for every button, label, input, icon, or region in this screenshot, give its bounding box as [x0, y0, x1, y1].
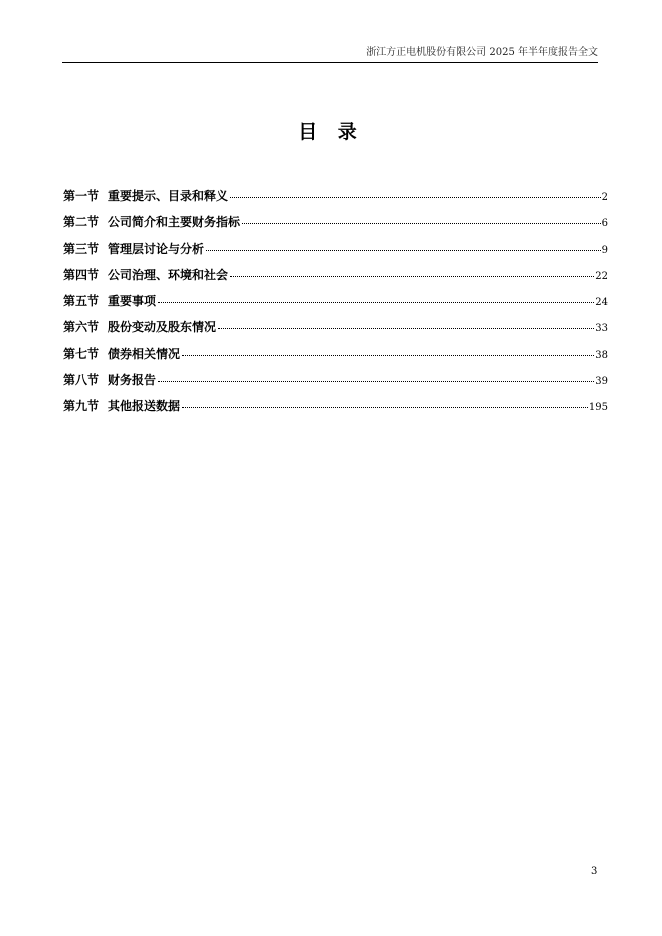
toc-leader-dots [182, 355, 594, 356]
toc-leader-dots [218, 328, 594, 329]
toc-section-number: 第六节 [63, 320, 100, 335]
toc-section-number: 第九节 [63, 399, 100, 414]
toc-page-number: 9 [601, 244, 608, 256]
toc-section-title: 债券相关情况 [108, 346, 181, 361]
toc-entry[interactable] [63, 319, 608, 345]
toc-section-title: 重要提示、目录和释义 [108, 189, 229, 203]
page-header [62, 44, 598, 63]
toc-page-number: 22 [595, 270, 608, 282]
toc-section-title: 公司简介和主要财务指标 [108, 215, 241, 230]
toc-section-title: 财务报告 [108, 373, 157, 388]
toc-page-number: 24 [595, 297, 608, 309]
toc-leader-dots [242, 223, 601, 224]
toc-entry[interactable] [63, 398, 608, 424]
toc-page-number: 2 [601, 192, 608, 203]
toc-page-number: 195 [588, 402, 608, 414]
toc-entry-label [63, 267, 228, 283]
toc-entry[interactable] [63, 214, 608, 240]
toc-section-title: 公司治理、环境和社会 [108, 267, 229, 282]
toc-page-number: 39 [595, 376, 608, 388]
toc-section-title: 股份变动及股东情况 [108, 320, 217, 335]
table-of-contents [63, 188, 608, 425]
toc-entry-label [63, 241, 204, 257]
toc-entry-label [63, 293, 156, 309]
toc-section-number: 第八节 [63, 373, 100, 388]
toc-section-number: 第七节 [63, 346, 100, 361]
toc-page-number: 33 [595, 323, 608, 335]
toc-entry-label [63, 214, 240, 230]
toc-entry-label [63, 372, 156, 388]
toc-entry-label [63, 319, 216, 335]
toc-leader-dots [230, 276, 594, 277]
toc-section-number: 第二节 [63, 215, 100, 230]
toc-section-title: 管理层讨论与分析 [108, 241, 205, 256]
toc-entry-label [63, 398, 180, 414]
toc-leader-dots [182, 407, 588, 408]
page-title: 目 录 [298, 121, 364, 143]
toc-entry[interactable] [63, 293, 608, 319]
toc-section-number: 第五节 [63, 294, 100, 309]
toc-entry[interactable] [63, 267, 608, 293]
page-number: 3 [591, 866, 598, 877]
toc-leader-dots [230, 197, 601, 198]
toc-entry-label [63, 346, 180, 362]
toc-entry[interactable] [63, 188, 608, 214]
toc-entry[interactable] [63, 372, 608, 398]
toc-section-number: 第四节 [63, 267, 100, 282]
toc-section-number: 第一节 [63, 189, 100, 203]
toc-section-title: 重要事项 [108, 294, 157, 309]
toc-section-title: 其他报送数据 [108, 399, 181, 414]
toc-section-number: 第三节 [63, 241, 100, 256]
toc-leader-dots [206, 250, 601, 251]
toc-leader-dots [158, 381, 594, 382]
toc-entry[interactable] [63, 346, 608, 372]
toc-entry-label [63, 188, 228, 204]
header-text: 浙江方正电机股份有限公司 2025 年半年度报告全文 [366, 47, 598, 58]
toc-page-number: 6 [601, 218, 608, 230]
toc-entry[interactable] [63, 241, 608, 267]
toc-leader-dots [158, 302, 594, 303]
toc-page-number: 38 [595, 349, 608, 361]
